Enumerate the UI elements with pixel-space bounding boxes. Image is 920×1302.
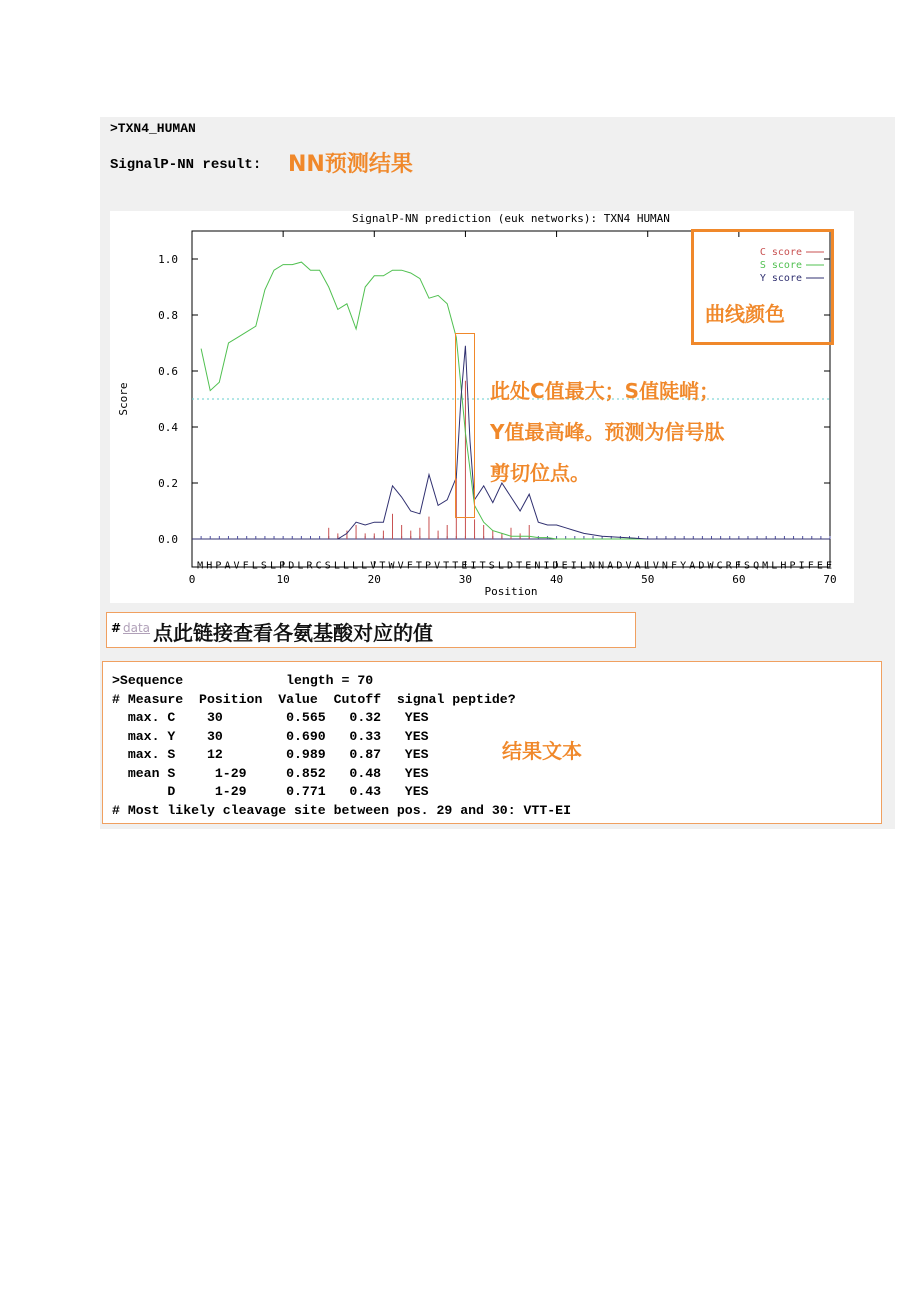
- sequence-letter: L: [497, 560, 504, 572]
- sequence-letter: N: [661, 560, 668, 572]
- legend-note: 曲线颜色: [705, 302, 785, 326]
- sequence-letter: F: [671, 560, 678, 572]
- x-tick-label: 70: [823, 573, 837, 586]
- y-tick-label: 1.0: [158, 253, 178, 266]
- sequence-letter: D: [552, 560, 559, 572]
- sequence-letter: T: [379, 560, 386, 572]
- sequence-letter: V: [652, 560, 659, 572]
- peak-highlight-box: [455, 333, 475, 518]
- sequence-letter: L: [333, 560, 340, 572]
- result-line: # Most likely cleavage site between pos. 29 and 30: VTT-EI: [112, 802, 571, 818]
- sequence-letter: Q: [753, 560, 760, 572]
- sequence-letter: M: [197, 560, 204, 572]
- legend-highlight-box: [691, 229, 834, 345]
- y-tick-label: 0.4: [158, 421, 178, 434]
- sequence-letter: E: [561, 560, 568, 572]
- peak-note: 此处C值最大；S值陡峭；Y值最高峰。预测为信号肽剪切位点。: [490, 379, 725, 485]
- sequence-letter: W: [388, 560, 395, 572]
- sequence-letter: T: [516, 560, 523, 572]
- y-tick-label: 0.0: [158, 533, 178, 546]
- sequence-letter: I: [470, 560, 477, 572]
- sequence-letter: V: [370, 560, 377, 572]
- sequence-letter: L: [270, 560, 277, 572]
- sequence-letter: P: [215, 560, 222, 572]
- sequence-letter: C: [315, 560, 322, 572]
- sequence-letter: T: [452, 560, 459, 572]
- result-line: max. Y 30 0.690 0.33 YES: [127, 728, 429, 744]
- sequence-letter: D: [698, 560, 705, 572]
- y-tick-label: 0.6: [158, 365, 178, 378]
- result-line: # Measure Position Value Cutoff signal peptide?: [112, 691, 516, 707]
- data-link[interactable]: data: [123, 621, 151, 635]
- x-axis-label: Position: [484, 585, 538, 598]
- x-tick-label: 40: [549, 573, 564, 586]
- result-line: max. S 12 0.989 0.87 YES: [127, 747, 429, 762]
- sequence-letter: L: [361, 560, 368, 572]
- sequence-letter: D: [616, 560, 623, 572]
- sequence-letter: F: [807, 560, 814, 572]
- sequence-letter: W: [707, 560, 714, 572]
- sequence-letter: A: [689, 560, 696, 572]
- y-axis-label: Score: [117, 382, 130, 416]
- sequence-letter: N: [598, 560, 605, 572]
- sequence-letter: N: [589, 560, 596, 572]
- sequence-letter: D: [506, 560, 514, 572]
- sequence-letter: L: [251, 560, 258, 572]
- legend-label: Y score: [759, 273, 802, 284]
- sequence-letter: E: [461, 560, 468, 572]
- sequence-letter: V: [625, 560, 632, 572]
- sequence-letter: D: [288, 560, 295, 572]
- result-line: D 1-29 0.771 0.43 YES: [167, 784, 429, 799]
- sequence-letter: I: [798, 560, 805, 572]
- sequence-letter: E: [825, 560, 833, 572]
- x-tick-label: 60: [732, 573, 746, 586]
- result-label: SignalP-NN result:: [110, 157, 262, 173]
- sequence-title: >TXN4_HUMAN: [110, 121, 196, 136]
- sequence-letter: S: [743, 560, 750, 572]
- sequence-letter: R: [725, 560, 732, 572]
- sequence-letter: H: [206, 560, 213, 572]
- x-tick-label: 10: [276, 573, 290, 586]
- data-link-row: [106, 612, 636, 648]
- sequence-letter: F: [406, 560, 413, 572]
- x-tick-label: 30: [458, 573, 473, 586]
- sequence-letter: T: [479, 560, 486, 572]
- sequence-letter: L: [771, 560, 778, 572]
- result-text-box: [102, 661, 882, 824]
- y-tick-label: 0.8: [158, 309, 178, 322]
- sequence-letter: V: [397, 560, 404, 572]
- x-tick-label: 20: [367, 573, 381, 586]
- sequence-letter: L: [643, 560, 650, 572]
- hash-mark: #: [111, 621, 122, 635]
- result-text-note: 结果文本: [502, 739, 582, 763]
- legend-label: C score: [759, 247, 802, 258]
- result-line: mean S 1-29 0.852 0.48 YES: [127, 765, 429, 781]
- sequence-letter: F: [734, 560, 741, 572]
- sequence-letter: S: [488, 560, 495, 572]
- sequence-letter: E: [816, 560, 823, 572]
- data-link-note: 点此链接查看各氨基酸对应的值: [153, 621, 433, 645]
- sequence-letter: A: [607, 560, 614, 572]
- y-tick-label: 0.2: [158, 477, 178, 490]
- sequence-letter: E: [525, 560, 532, 572]
- chart-title: SignalP-NN prediction (euk networks): TXN4 HUMAN: [352, 212, 670, 225]
- sequence-letter: M: [762, 560, 769, 572]
- x-tick-label: 50: [641, 573, 655, 586]
- sequence-letter: Y: [680, 560, 687, 572]
- sequence-letter: V: [434, 560, 441, 572]
- sequence-letter: R: [306, 560, 313, 572]
- sequence-letter: A: [224, 560, 231, 572]
- result-line: max. C 30 0.565 0.32 YES: [127, 710, 429, 725]
- sequence-letter: S: [324, 560, 331, 572]
- sequence-letter: A: [634, 560, 641, 572]
- sequence-letter: P: [789, 560, 796, 572]
- sequence-letter: P: [279, 560, 286, 572]
- sequence-letter: H: [780, 560, 787, 572]
- sequence-letter: F: [242, 560, 249, 572]
- sequence-letter: L: [342, 560, 349, 572]
- sequence-letter: L: [352, 560, 359, 572]
- sequence-letter: C: [716, 560, 723, 572]
- result-note: NN预测结果: [288, 152, 413, 177]
- sequence-letter: I: [543, 560, 550, 572]
- legend-label: S score: [759, 260, 802, 271]
- sequence-letter: T: [415, 560, 422, 572]
- result-line: >Sequence length = 70: [112, 673, 374, 688]
- sequence-letter: S: [260, 560, 267, 572]
- sequence-letter: N: [534, 560, 541, 572]
- x-tick-label: 0: [188, 573, 196, 586]
- sequence-letter: P: [424, 560, 431, 572]
- sequence-letter: L: [579, 560, 586, 572]
- sequence-letter: L: [297, 560, 304, 572]
- sequence-letter: V: [233, 560, 240, 572]
- sequence-letter: T: [443, 560, 450, 572]
- sequence-letter: I: [570, 560, 577, 572]
